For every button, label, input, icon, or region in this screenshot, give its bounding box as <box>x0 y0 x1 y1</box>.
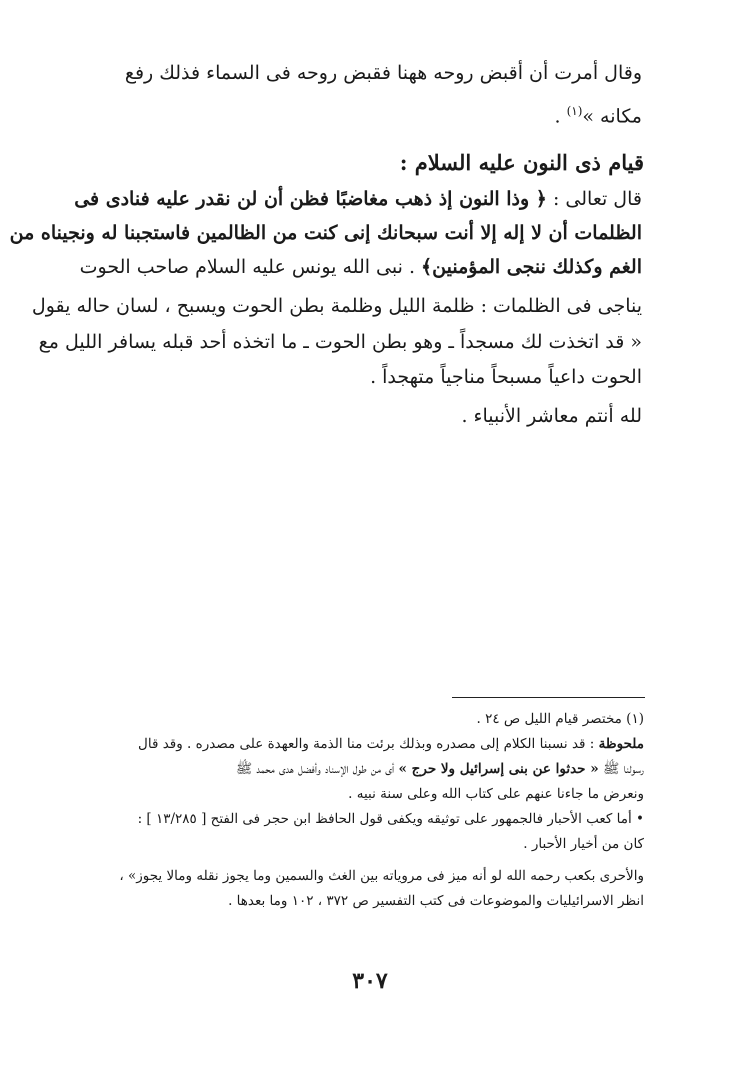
note-line-3: ونعرض ما جاءنا عنهم على كتاب الله وعلى سنة نبيه . <box>348 786 644 802</box>
quran-verse-part-1: ﴿ وذا النون إذ ذهب مغاضبًا فظن أن لن نقدر عليه فنادى فى <box>74 188 547 210</box>
section-heading: قيام ذى النون عليه السلام : <box>399 150 644 175</box>
paragraph-line-7: لله أنتم معاشر الأنبياء . <box>461 405 642 427</box>
note-line-6: والأحرى بكعب رحمه الله لو أنه ميز فى مروياته بين الغث والسمين وما يجوز نقله ومالا يجوز» ، <box>119 868 644 884</box>
paragraph-line-4: يناجى فى الظلمات : ظلمة الليل وظلمة بطن الحوت ويسبح ، لسان حاله يقول <box>31 295 642 317</box>
paragraph-intro: قال تعالى : <box>546 188 642 210</box>
paragraph-line-3 <box>79 252 642 282</box>
note-line-1-text: : قد نسبنا الكلام إلى مصدره وبذلك برئت منا الذمة والعهدة على مصدره . وقد قال <box>138 736 599 752</box>
paragraph-line-3-rest: . نبى الله يونس عليه السلام صاحب الحوت <box>79 256 422 278</box>
note-line-7: انظر الاسرائيليات والموضوعات فى كتب التفسير ص ٣٧٢ ، ١٠٢ وما بعدها . <box>228 893 644 909</box>
note-line-1 <box>84 733 644 755</box>
footnote-1: (١) مختصر قيام الليل ص ٢٤ . <box>476 711 644 727</box>
footnote-divider <box>452 697 645 698</box>
page-number: ٣٠٧ <box>352 968 388 994</box>
quran-verse-part-3: الغم وكذلك ننجى المؤمنين﴾ <box>421 256 642 278</box>
body-line-2-text: مكانه » <box>582 105 642 128</box>
body-line-1: وقال أمرت أن أقبض روحه ههنا فقبض روحه فى السماء فذلك رفع <box>124 62 642 84</box>
footnote-ref-1: (١) <box>566 104 583 118</box>
note-line-2 <box>84 758 644 780</box>
note-label: ملحوظة <box>598 736 644 752</box>
quran-verse-part-2: الظلمات أن لا إله إلا أنت سبحانك إنى كنت من الظالمين فاستجبنا له ونجيناه من <box>9 222 642 244</box>
body-line-2-end: . <box>554 105 567 128</box>
paragraph-line-6: الحوت داعياً مسبحاً مناجياً متهجداً . <box>370 366 642 388</box>
paragraph-line-1 <box>74 184 642 214</box>
note-line-5: كان من أخيار الأحبار . <box>523 836 644 852</box>
note-line-2-c: أى من طول الإسناد وأفضل هدى محمد ﷺ <box>235 761 399 777</box>
note-line-2-a: رسولنا ﷺ <box>598 761 644 777</box>
paragraph-line-5: « قد اتخذت لك مسجداً ـ وهو بطن الحوت ـ ما اتخذه أحد قبله يسافر الليل مع <box>38 331 642 353</box>
hadith-quote: « حدثوا عن بنى إسرائيل ولا حرج » <box>398 761 599 777</box>
note-line-4: • أما كعب الأحبار فالجمهور على توثيقه ويكفى قول الحافظ ابن حجر فى الفتح [ ١٣/٢٨٥ ] : <box>137 811 644 827</box>
body-line-2 <box>82 96 642 131</box>
